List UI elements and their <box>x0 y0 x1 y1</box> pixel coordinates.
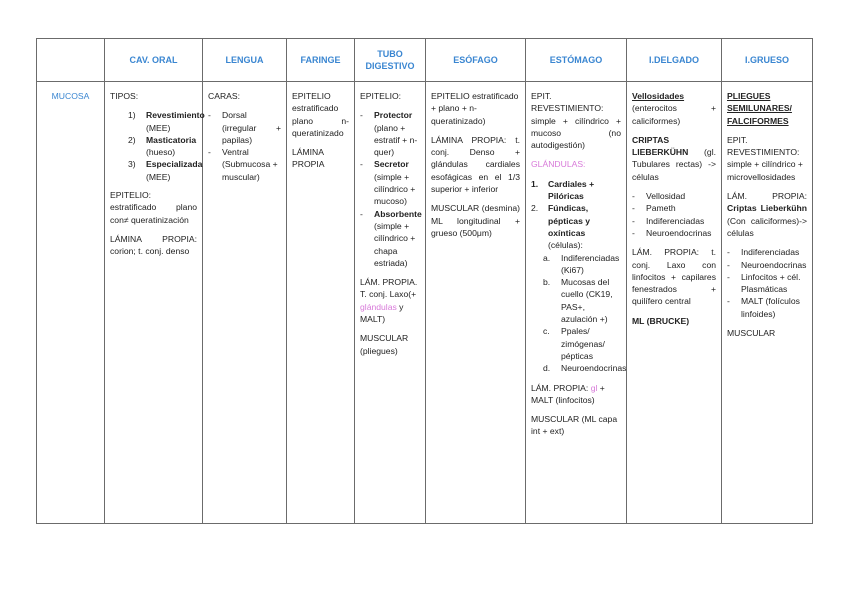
header-idelgado: I.DELGADO <box>627 39 722 82</box>
cell-faringe <box>287 82 355 524</box>
lengua-caras: CARAS: <box>208 91 240 101</box>
cav-oral-lamina: LÁMINA PROPIA: corion; t. conj. denso <box>110 233 197 257</box>
header-corner <box>37 39 105 82</box>
list-item: a. Indiferenciadas (Ki67) <box>543 252 620 275</box>
list-item: - Dorsal (irregular + papilas) <box>208 110 281 145</box>
header-tubo-digestivo: TUBO DIGESTIVO <box>355 39 426 82</box>
estomago-glandulas: GLÁNDULAS: <box>531 159 586 170</box>
list-item: 1) Revestimiento (MEE) <box>128 110 205 133</box>
list-item: b. Mucosas del cuello (CK19, PAS+, azulación +) <box>543 277 613 325</box>
list-item: - Pameth <box>632 203 676 214</box>
header-igrueso: I.GRUESO <box>722 39 813 82</box>
list-item: - Indiferenciadas <box>632 215 705 226</box>
cell-igrueso <box>722 82 813 524</box>
list-item: - Linfocitos + cél. Plasmáticas <box>727 271 801 295</box>
list-item: c. Ppales/ zimógenas/ pépticas <box>543 326 605 361</box>
list-item: - Indiferenciadas <box>727 247 800 258</box>
cav-oral-epitelio-title: EPITELIO: <box>110 190 152 201</box>
header-row <box>37 39 813 82</box>
estomago-epitelio: EPIT. REVESTIMIENTO: simple + cilíndrico + mucoso (no autodigestión) <box>531 91 621 151</box>
header-cav-oral: CAV. ORAL <box>105 39 203 82</box>
estomago-lamina: LÁM. PROPIA: gl + MALT (linfocitos) <box>531 382 605 405</box>
cell-lengua <box>203 82 287 524</box>
header-faringe: FARINGE <box>287 39 355 82</box>
cell-cav-oral <box>105 82 203 524</box>
list-item: - Neuroendocrinas <box>727 259 807 270</box>
cell-idelgado <box>627 82 722 524</box>
list-item: - Protector (plano + estratif + n-quer) <box>360 110 418 158</box>
tubo-epitelio: EPITELIO: <box>360 91 402 101</box>
idelgado-ml: ML (BRUCKE) <box>632 315 690 326</box>
faringe-lamina: LÁMINA PROPIA <box>292 147 325 170</box>
list-item: - Absorbente (simple + cilíndrico + chapa estriada) <box>360 208 422 268</box>
faringe-epitelio: EPITELIO estratificado plano n-queratinizado <box>292 91 349 138</box>
tubo-muscular: MUSCULAR (pliegues) <box>360 333 409 356</box>
idelgado-criptas: CRIPTAS LIEBERKÜHN (gl. Tubulares rectas) -> células <box>632 134 716 182</box>
list-item: 1. Cardiales + Pilóricas <box>531 178 595 202</box>
esofago-muscular: MUSCULAR (desmina) ML longitudinal + grueso (500μm) <box>431 203 520 238</box>
cell-tubo-digestivo <box>355 82 426 524</box>
list-item: - Neuroendocrinas <box>632 227 712 238</box>
tubo-lamina: LÁM. PROPIA. T. conj. Laxo(+ glándulas y MALT) <box>360 277 418 325</box>
header-lengua: LENGUA <box>203 39 287 82</box>
esofago-epitelio: EPITELIO estratificado + plano + n-queratinizado) <box>431 91 519 126</box>
histology-table <box>36 38 813 524</box>
header-estomago: ESTÓMAGO <box>526 39 627 82</box>
igrueso-pliegues: PLIEGUES SEMILUNARES/ FALCIFORMES <box>727 91 792 126</box>
igrueso-lamina: LÁM. PROPIA: Criptas Lieberkühn (Con caliciformes)-> células <box>727 191 807 238</box>
igrueso-muscular: MUSCULAR <box>727 328 776 339</box>
igrueso-epitelio: EPIT. REVESTIMIENTO: simple + cilíndrico + microvellosidades <box>727 134 803 182</box>
list-item: 3) Especializada (MEE) <box>128 159 203 182</box>
idelgado-vellosidades: Vellosidades (enterocitos + caliciformes) <box>632 91 716 126</box>
list-item: 2) Masticatoria (hueso) <box>128 134 197 158</box>
mucosa-row <box>37 82 813 524</box>
list-item: - Secretor (simple + cilíndrico + mucoso) <box>360 159 416 207</box>
row-label-mucosa: MUCOSA <box>37 82 105 524</box>
list-item: d. Neuroendocrinas <box>543 363 627 374</box>
list-item: - Ventral (Submucosa + muscular) <box>208 147 278 182</box>
list-item: - MALT (folículos linfoides) <box>727 296 800 319</box>
estomago-muscular: MUSCULAR (ML capa int + ext) <box>531 414 618 437</box>
header-esofago: ESÓFAGO <box>426 39 526 82</box>
cell-esofago <box>426 82 526 524</box>
cav-oral-tipos: TIPOS: <box>110 91 139 101</box>
cell-estomago <box>526 82 627 524</box>
esofago-lamina: LÁMINA PROPIA: t. conj. Denso + glándulas cardiales esofágicas en el 1/3 superior + inferior <box>431 134 520 195</box>
list-item: 2. Fúndicas, pépticas y oxínticas (células): <box>531 203 591 251</box>
idelgado-lamina: LÁM. PROPIA: t. conj. Laxo con linfocitos + capilares fenestrados + quilífero central <box>632 247 716 307</box>
list-item: - Vellosidad <box>632 191 686 202</box>
cav-oral-epitelio: estratificado plano con≠ queratinización <box>110 202 197 225</box>
